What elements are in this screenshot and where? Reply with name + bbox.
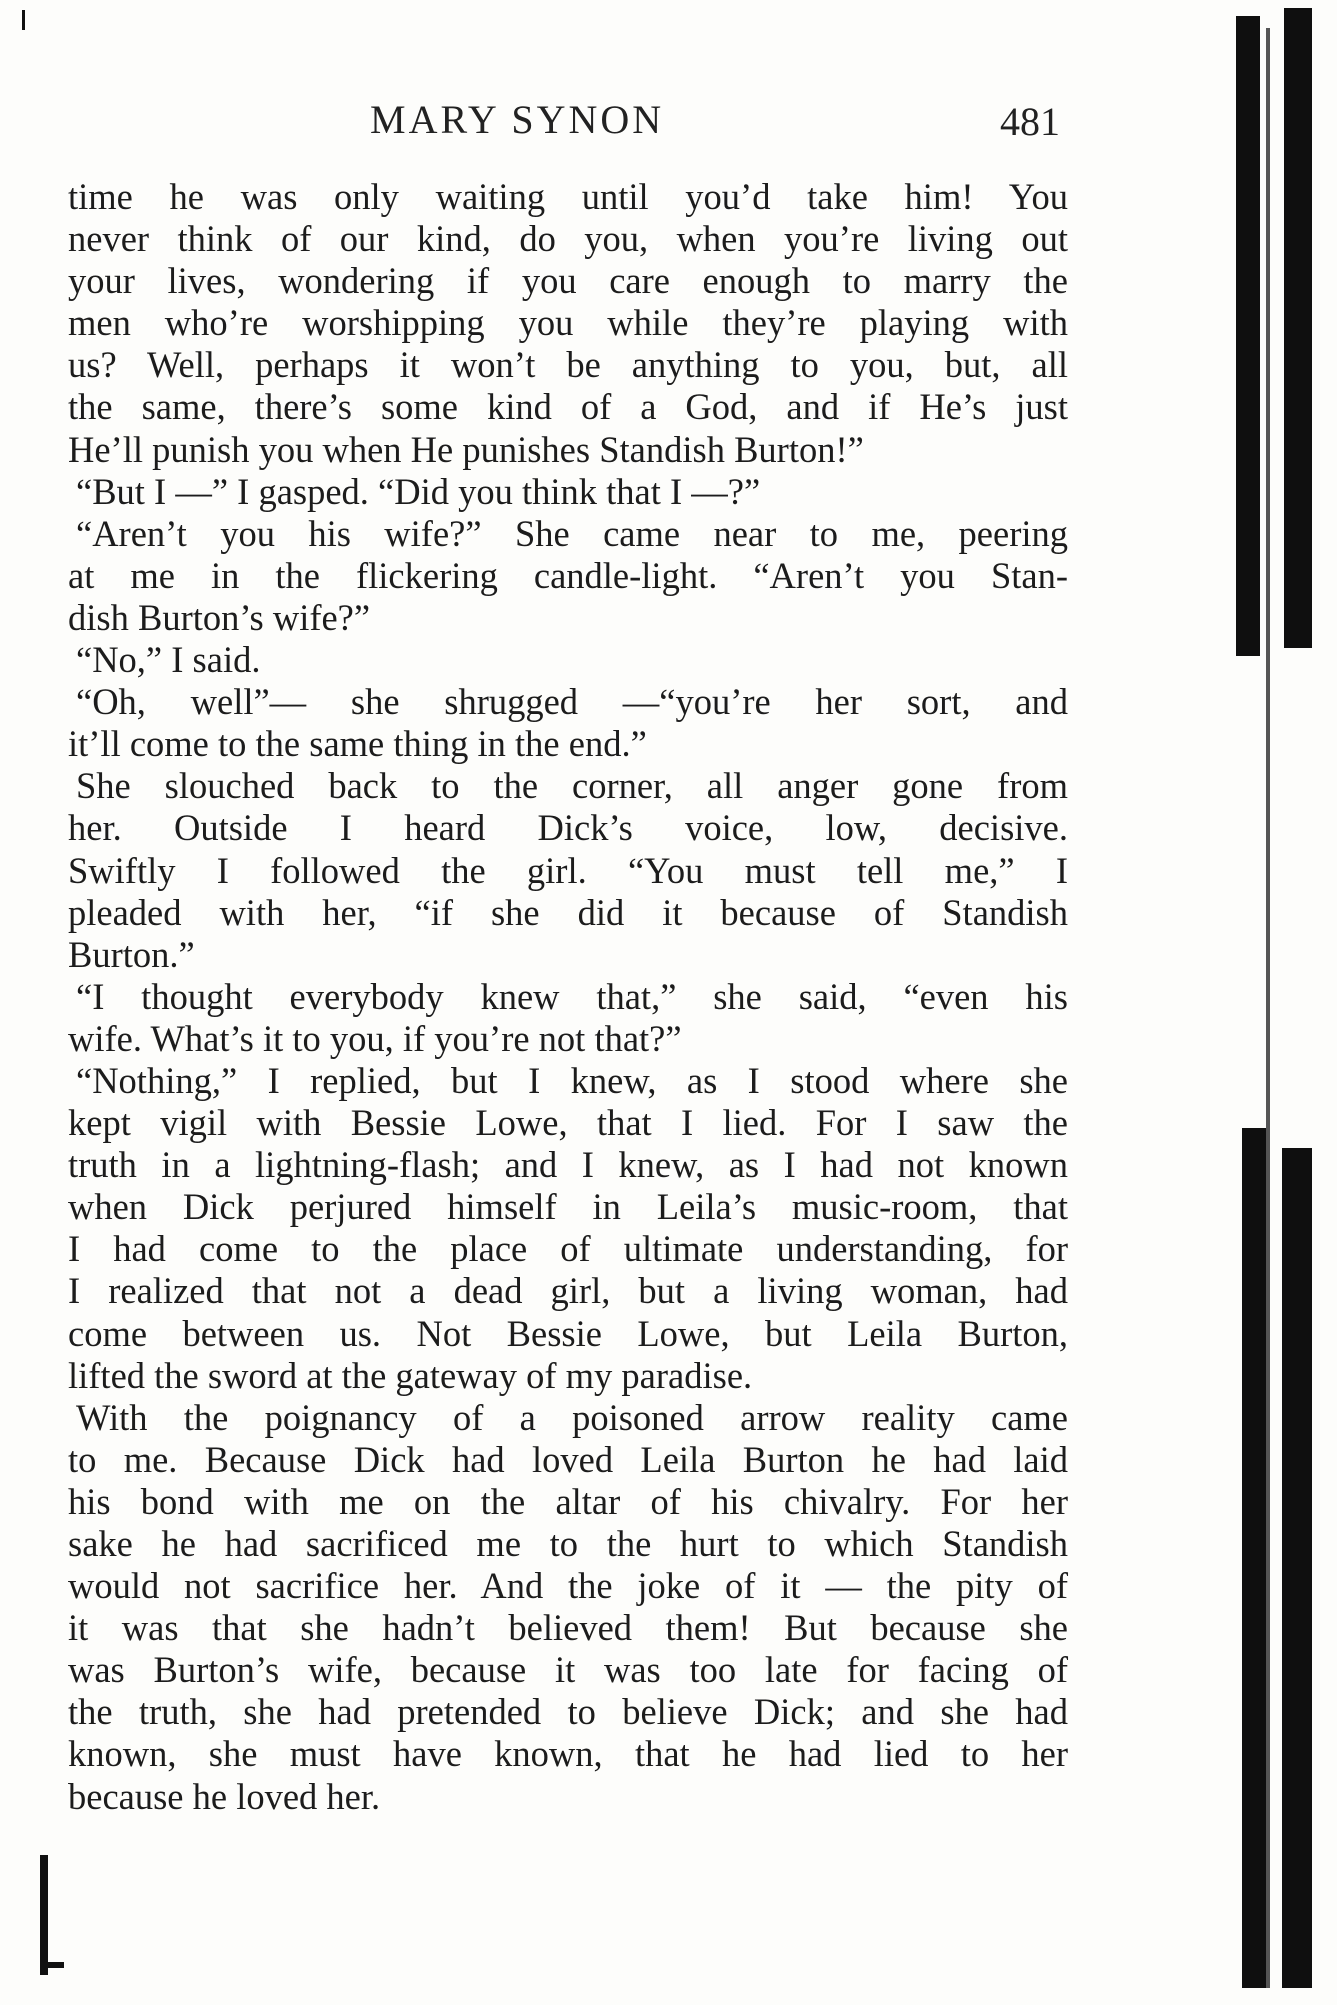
text-line: Burton.”	[68, 933, 195, 975]
text-line: it was that she hadn’t believed them! But because she	[68, 1607, 1068, 1649]
text-line: pleaded with her, “if she did it because of Standish	[68, 891, 1068, 933]
text-line: “I thought everybody knew that,” she said, “even his	[76, 975, 1068, 1017]
text-line: your lives, wondering if you care enough to marry the	[68, 260, 1068, 302]
running-head	[70, 96, 1070, 146]
body-text	[68, 176, 1068, 1818]
text-line: She slouched back to the corner, all anger gone from	[76, 765, 1068, 807]
text-line: time he was only waiting until you’d take him! You	[68, 176, 1068, 217]
text-line: He’ll punish you when He punishes Standish Burton!”	[68, 428, 864, 470]
binding-strip-lower	[1242, 1128, 1266, 1988]
text-line: I had come to the place of ultimate understanding, for	[68, 1228, 1068, 1270]
binding-strip-lower-right	[1282, 1148, 1312, 1988]
margin-mark-bottom	[40, 1855, 48, 1975]
text-line: kept vigil with Bessie Lowe, that I lied. For I saw the	[68, 1102, 1068, 1144]
text-line: it’ll come to the same thing in the end.”	[68, 723, 647, 765]
text-line: was Burton’s wife, because it was too late for facing of	[68, 1649, 1068, 1691]
text-line: men who’re worshipping you while they’re playing with	[68, 302, 1068, 344]
text-line: to me. Because Dick had loved Leila Burton he had laid	[68, 1438, 1068, 1480]
text-line: when Dick perjured himself in Leila’s music-room, that	[68, 1186, 1068, 1228]
running-title: MARY SYNON	[370, 97, 665, 142]
margin-mark-bottom-foot	[40, 1962, 64, 1968]
text-line: lifted the sword at the gateway of my paradise.	[68, 1354, 753, 1396]
text-line: dish Burton’s wife?”	[68, 596, 371, 638]
text-line: never think of our kind, do you, when you’re living out	[68, 218, 1068, 260]
margin-mark-top	[22, 10, 25, 30]
binding-strip-upper	[1236, 16, 1260, 656]
text-line: “Aren’t you his wife?” She came near to me, peering	[76, 512, 1068, 554]
text-line: known, she must have known, that he had lied to her	[68, 1733, 1068, 1775]
text-line: “But I —” I gasped. “Did you think that I —?”	[76, 470, 761, 512]
text-line: Swiftly I followed the girl. “You must tell me,” I	[68, 849, 1068, 891]
text-line: sake he had sacrificed me to the hurt to which Standish	[68, 1523, 1068, 1564]
text-line: come between us. Not Bessie Lowe, but Leila Burton,	[68, 1312, 1068, 1354]
text-line: her. Outside I heard Dick’s voice, low, decisive.	[68, 807, 1068, 849]
text-line: “Nothing,” I replied, but I knew, as I stood where she	[76, 1059, 1068, 1101]
text-line: With the poignancy of a poisoned arrow reality came	[76, 1396, 1068, 1438]
text-line: “No,” I said.	[76, 639, 261, 681]
text-line: would not sacrifice her. And the joke of it — the pity of	[68, 1565, 1068, 1607]
binding-strip-upper-right	[1284, 8, 1312, 648]
text-line: at me in the flickering candle-light. “Aren’t you Stan-	[68, 554, 1068, 596]
binding-edge-shadow	[1236, 8, 1316, 1998]
binding-strip-thin	[1266, 28, 1270, 1988]
text-line: I realized that not a dead girl, but a living woman, had	[68, 1270, 1068, 1312]
text-line: because he loved her.	[68, 1775, 381, 1817]
text-line: truth in a lightning-flash; and I knew, as I had not known	[68, 1144, 1068, 1186]
text-line: us? Well, perhaps it won’t be anything to you, but, all	[68, 344, 1068, 386]
text-line: the same, there’s some kind of a God, and if He’s just	[68, 386, 1068, 428]
text-line: his bond with me on the altar of his chivalry. For her	[68, 1480, 1068, 1522]
text-line: wife. What’s it to you, if you’re not that?”	[68, 1017, 682, 1059]
text-line: “Oh, well”— she shrugged —“you’re her sort, and	[76, 681, 1068, 723]
text-line: the truth, she had pretended to believe Dick; and she had	[68, 1691, 1068, 1733]
page-number: 481	[1000, 99, 1060, 144]
